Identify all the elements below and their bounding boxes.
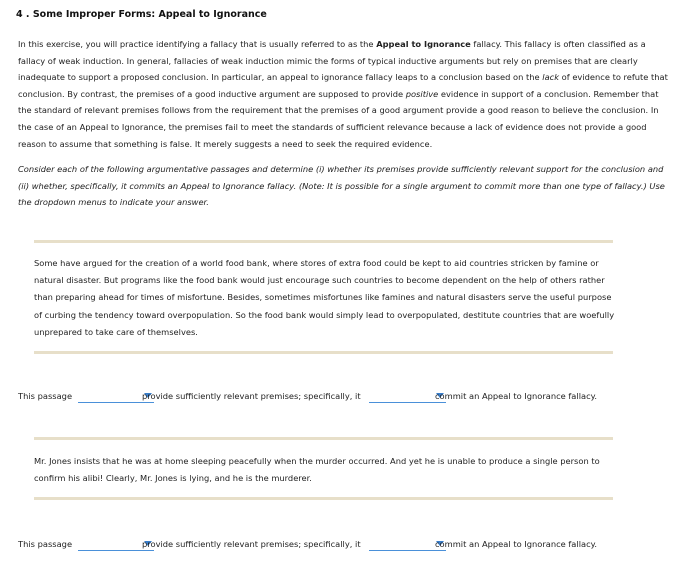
question-1-prefix: This passage (18, 391, 73, 401)
passage-1-bottom-rule (34, 351, 613, 354)
positive-emphasis: positive (405, 88, 439, 99)
question-1-suffix: commit an Appeal to Ignorance fallacy. (435, 391, 598, 401)
intro-text-1: In this exercise, you will practice identifying a fallacy that is usually referred to as the (18, 39, 377, 49)
passage-2-text: Mr. Jones insists that he was at home sleeping peacefully when the murder occurred. And yet he is unable to produce a single person to confirm his alibi! Clearly, Mr. Jones is lying, and he is the murderer. (34, 456, 600, 484)
question-2-suffix: commit an Appeal to Ignorance fallacy. (435, 539, 598, 549)
intro-paragraph (18, 36, 668, 152)
question-2-row (18, 537, 668, 553)
page-title: 4 . Some Improper Forms: Appeal to Ignorance (16, 9, 267, 20)
intro-text-4: evidence in support of a conclusion. Remember that the standard of relevant premises follows from the requirement that the premises of a good argument provide a good reason to believe the conclusion. In the case of an Appeal to Ignorance, the premises fail to meet the standards of sufficient relevance because a lack of evidence does not provide a good reason to assume that something is false. It merely suggests a need to seek the required evidence. (18, 88, 659, 149)
passage-2-bottom-rule (34, 497, 613, 500)
question-1-middle: provide sufficiently relevant premises; specifically, it (142, 391, 361, 401)
question-2-middle: provide sufficiently relevant premises; specifically, it (142, 539, 361, 549)
intro-text-2: fallacy. This fallacy is often classified as a fallacy of weak induction. In general, fallacies of weak induction mimic the forms of typical inductive arguments but rely on premises that are clearly inadequate to support a proposed conclusion. In particular, an appeal to ignorance fallacy leaps to a conclusion based on the (18, 39, 646, 83)
question-2-prefix: This passage (18, 539, 73, 549)
passage-1-text: Some have argued for the creation of a world food bank, where stores of extra food could be kept to aid countries stricken by famine or natural disaster. But programs like the food bank would just encourage such countries to become dependent on the help of others rather than preparing ahead for times of misfortune. Besides, sometimes misfortunes like famines and natural disasters serve the useful purpose of curbing the tendency toward overpopulation. So the food bank would simply lead to overpopulated, destitute countries that are woefully unprepared to take care of themselves. (34, 258, 615, 337)
lack-emphasis: lack (542, 72, 560, 83)
passage-1-top-rule (34, 240, 613, 243)
intro-text-3: of evidence to refute that conclusion. By contrast, the premises of a good inductive argument are supposed to provide (18, 72, 668, 99)
fallacy-name-bold: Appeal to Ignorance (376, 39, 471, 49)
passage-2-top-rule (34, 437, 613, 440)
question-1-row (18, 389, 668, 405)
instructions-paragraph: Consider each of the following argumentative passages and determine (i) whether its premises provide sufficiently relevant support for the conclusion and (ii) whether, specifically, it commits an Appeal to Ignorance fallacy. (Note: It is possible for a single argument to commit more than one type of fallacy.) Use the dropdown menus to indicate your answer. (18, 164, 665, 208)
